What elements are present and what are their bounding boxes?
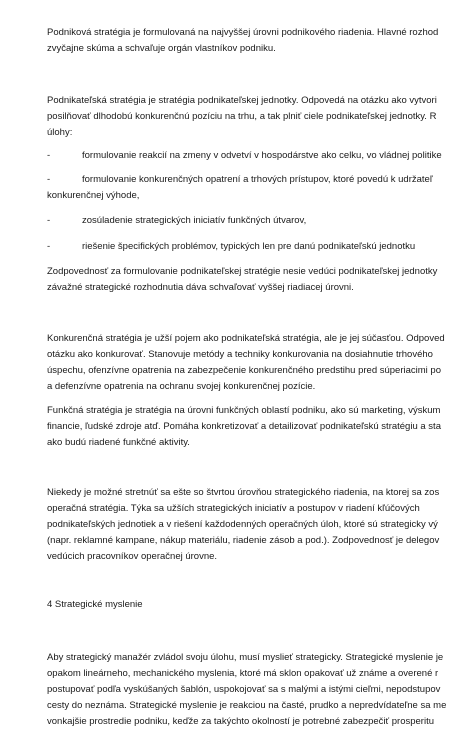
text-line: opakom lineárneho, mechanického myslenia, ktoré má sklon opakovať už známe a overené r	[47, 668, 439, 679]
text-line: a defenzívne opatrenia na ochranu svojej konkurenčnej pozície.	[47, 381, 316, 392]
paragraph-business-strategy	[47, 93, 464, 141]
bullet-dash: -	[47, 150, 51, 161]
list-item	[47, 148, 464, 164]
paragraph-functional-strategy	[47, 403, 464, 451]
text-line: Aby strategický manažér zvládol svoju úlohu, musí myslieť strategicky. Strategické myslenie je	[47, 652, 444, 663]
paragraph-strategic-thinking	[47, 650, 464, 730]
list-item-text: formulovanie konkurenčných opatrení a trhových prístupov, ktoré povedú k udržateľ	[82, 174, 433, 185]
text-line: (napr. reklamné kampane, nákup materiálu, riadenie zásob a pod.). Zodpovednosť je delegov	[47, 535, 440, 546]
list-item	[47, 172, 464, 204]
text-line: zvyčajne skúma a schvaľuje orgán vlastníkov podniku.	[47, 43, 276, 54]
text-line: Niekedy je možné stretnúť sa ešte so štvrtou úrovňou strategického riadenia, na ktorej sa zos	[47, 487, 440, 498]
bullet-dash: -	[47, 215, 51, 226]
text-line: operačná stratégia. Týka sa užších strategických iniciatív a postupov v riadení kľúčových	[47, 503, 420, 514]
text-line: Zodpovednosť za formulovanie podnikateľskej stratégie nesie vedúci podnikateľskej jednotky	[47, 266, 438, 277]
list-item-text: riešenie špecifických problémov, typických len pre danú podnikateľskú jednotku	[82, 241, 416, 252]
text-line: ako budú riadené funkčné aktivity.	[47, 437, 190, 448]
text-line: podnikateľských jednotiek a v riešení každodenných operačných úloh, ktoré sú strategicky vý	[47, 519, 438, 530]
list-item	[47, 239, 464, 255]
text-line: cesty do neznáma. Strategické myslenie je reakciou na časté, prudko a nepredvídateľne sa me	[47, 700, 447, 711]
text-line: Konkurenčná stratégia je užší pojem ako podnikateľská stratégia, ale je jej súčasťou. Odpoved	[47, 333, 445, 344]
text-line: Podnikateľská stratégia je stratégia podnikateľskej jednotky. Odpovedá na otázku ako vytvori	[47, 95, 437, 106]
text-line: závažné strategické rozhodnutia dáva schvaľovať vyššej riadiacej úrovni.	[47, 282, 354, 293]
text-line: posilňovať dlhodobú konkurenčnú pozíciu na trhu, a tak plniť ciele podnikateľskej jednotky. R	[47, 111, 437, 122]
text-line: otázku ako konkurovať. Stanovuje metódy a techniky konkurovania na dosiahnutie trhového	[47, 349, 433, 360]
text-line: vedúcich pracovníkov operačnej úrovne.	[47, 551, 218, 562]
text-line: Funkčná stratégia je stratégia na úrovni funkčných oblastí podniku, ako sú marketing, výskum	[47, 405, 441, 416]
text-line: financie, ľudské zdroje atď. Pomáha konkretizovať a detailizovať podnikateľskú stratégiu a sta	[47, 421, 441, 432]
text-line: úspechu, ofenzívne opatrenia na zabezpečenie konkurenčného predstihu pred súperiacimi po	[47, 365, 441, 376]
paragraph-corporate-strategy	[47, 25, 464, 57]
paragraph-competitive-strategy	[47, 331, 464, 395]
paragraph-responsibility	[47, 264, 464, 296]
section-heading: 4 Strategické myslenie	[47, 599, 143, 610]
bullet-dash: -	[47, 174, 51, 185]
paragraph-operational-strategy	[47, 485, 464, 565]
text-line: postupovať podľa vyskúšaných šablón, uspokojovať sa s malými a istými cieľmi, nepodstupov	[47, 684, 441, 695]
list-item	[47, 213, 464, 229]
bullet-dash: -	[47, 241, 51, 252]
text-line: úlohy:	[47, 127, 73, 138]
list-item-text: formulovanie reakcií na zmeny v odvetví v hospodárstve ako celku, vo vládnej politike	[82, 150, 442, 161]
text-line: vonkajšie prostredie podniku, keďže za takýchto okolností je potrebné zabezpečiť prosperitu	[47, 716, 434, 727]
text-line: Podniková stratégia je formulovaná na najvyššej úrovni podnikového riadenia. Hlavné rozhod	[47, 27, 439, 38]
list-item-text: konkurenčnej výhode,	[47, 190, 140, 201]
list-item-text: zosúladenie strategických iniciatív funkčných útvarov,	[82, 215, 307, 226]
